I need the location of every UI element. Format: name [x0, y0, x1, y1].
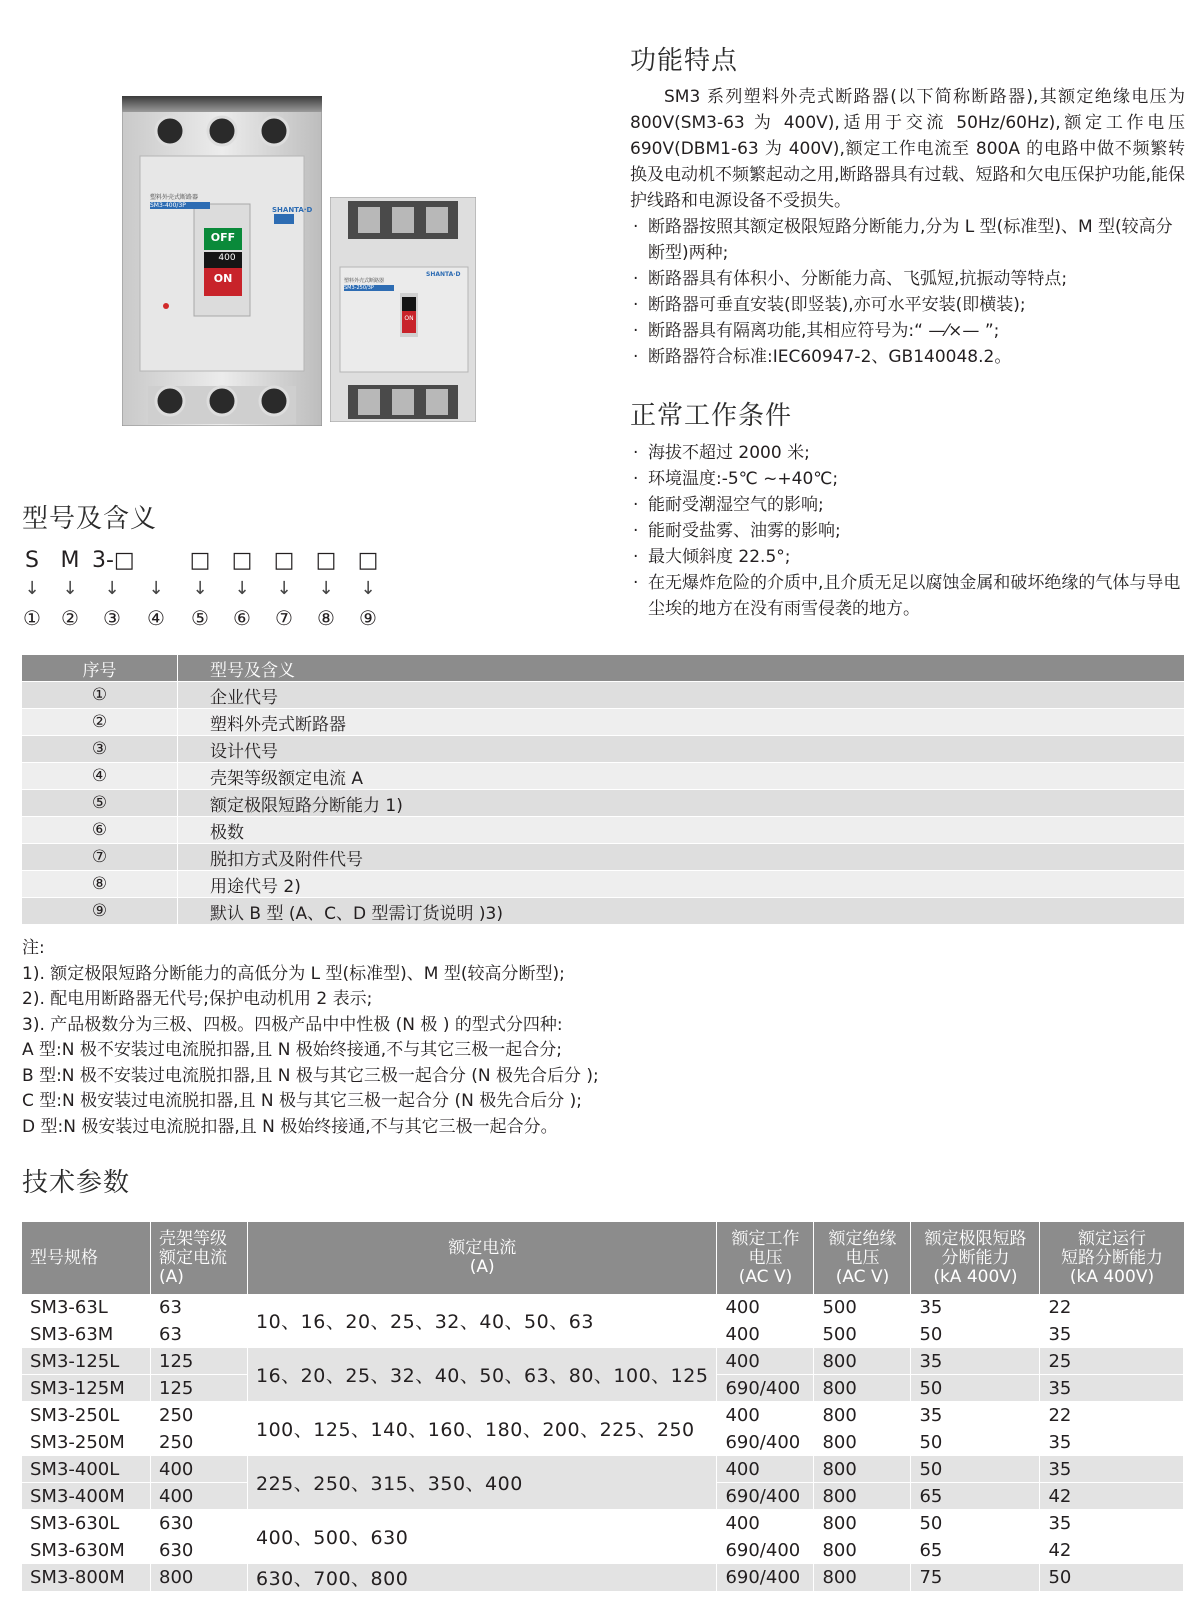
table-row [22, 898, 1184, 925]
row-meaning: 壳架等级额定电流 A [178, 763, 1185, 790]
tech-params-table [22, 1222, 1184, 1592]
features-paragraph: SM3 系列塑料外壳式断路器(以下简称断路器),其额定绝缘电压为 800V(SM3-63 为 400V),适用于交流 50Hz/60Hz),额定工作电压 690V(DBM1-63 为 400V),额定工作电流至 800A 的电路中做不频繁转换及电动机不频繁起动之用,断路器具有过载、短路和欠电压保护功能,能保护线路和电源设备不受损失。 [630, 87, 1185, 211]
conditions-bullet: · 最大倾斜度 22.5°; [630, 544, 1185, 570]
cell-service: 22 [1040, 1402, 1184, 1429]
cell-model: SM3-400M [22, 1483, 151, 1510]
header-line: (A) [159, 1266, 184, 1287]
cell-limit: 50 [911, 1429, 1040, 1456]
large-on-label: ON [213, 272, 233, 285]
cell-voltage: 690/400 [717, 1564, 814, 1592]
small-on-label: ON [404, 315, 414, 322]
table-row [22, 709, 1184, 736]
cell-limit: 35 [911, 1402, 1040, 1429]
header-line: 额定电流 [448, 1238, 517, 1258]
features-bullet-list [630, 214, 1185, 370]
row-index: ② [22, 709, 178, 736]
cell-insulation: 500 [814, 1294, 911, 1321]
header-current [248, 1222, 717, 1294]
table-row [22, 1510, 1184, 1537]
table-row [22, 1402, 1184, 1429]
cell-frame: 400 [151, 1456, 248, 1483]
cell-limit: 35 [911, 1294, 1040, 1321]
header-line: 壳架等级 [159, 1228, 227, 1249]
table-row [22, 1294, 1184, 1321]
cell-voltage: 400 [717, 1348, 814, 1375]
header-line: 额定绝缘 [828, 1228, 897, 1249]
header-index: 序号 [22, 655, 178, 682]
cell-voltage: 400 [717, 1321, 814, 1348]
code-char: S [25, 548, 39, 573]
cell-insulation: 800 [814, 1429, 911, 1456]
cell-limit: 65 [911, 1537, 1040, 1564]
note-line: 注: [22, 938, 45, 958]
cell-service: 42 [1040, 1483, 1184, 1510]
cell-service: 35 [1040, 1456, 1184, 1483]
row-meaning: 设计代号 [178, 736, 1185, 763]
code-number: ③ [103, 606, 121, 630]
header-line: (AC V) [738, 1266, 793, 1287]
conditions-bullet: · 能耐受盐雾、油雾的影响; [630, 518, 1185, 544]
table-row [22, 871, 1184, 898]
features-title: 功能特点 [630, 46, 739, 76]
header-line: 短路分断能力 [1060, 1247, 1163, 1268]
cell-voltage: 690/400 [717, 1429, 814, 1456]
arrow-down-icon: ↓ [24, 578, 40, 599]
cell-service: 22 [1040, 1294, 1184, 1321]
cell-voltage: 400 [717, 1294, 814, 1321]
cell-voltage: 690/400 [717, 1483, 814, 1510]
row-index: ④ [22, 763, 178, 790]
model-meaning-table [22, 655, 1184, 925]
cell-current: 16、20、25、32、40、50、63、80、100、125 [248, 1348, 717, 1402]
code-char: 3-□ [92, 548, 135, 573]
cell-frame: 630 [151, 1510, 248, 1537]
cell-frame: 400 [151, 1483, 248, 1510]
row-meaning: 默认 B 型 (A、C、D 型需订货说明 )3) [178, 898, 1185, 925]
cell-frame: 250 [151, 1429, 248, 1456]
table-row [22, 844, 1184, 871]
cell-service: 42 [1040, 1537, 1184, 1564]
features-bullet: · 断路器按照其额定极限短路分断能力,分为 L 型(标准型)、M 型(较高分断型)两种; [630, 214, 1185, 266]
cell-frame: 630 [151, 1537, 248, 1564]
arrow-down-icon: ↓ [192, 578, 208, 599]
cell-current: 100、125、140、160、180、200、225、250 [248, 1402, 717, 1456]
cell-service: 50 [1040, 1564, 1184, 1592]
cell-model: SM3-800M [22, 1564, 151, 1592]
header-limit [911, 1222, 1040, 1294]
cell-model: SM3-125M [22, 1375, 151, 1402]
table-row [22, 763, 1184, 790]
cell-limit: 50 [911, 1456, 1040, 1483]
large-current-label: 400 [218, 253, 236, 263]
cell-insulation: 800 [814, 1375, 911, 1402]
code-char: □ [231, 548, 253, 573]
cell-current: 630、700、800 [248, 1564, 717, 1592]
arrow-down-icon: ↓ [234, 578, 250, 599]
code-char: □ [273, 548, 295, 573]
table-row [22, 682, 1184, 709]
small-model: SM3-250/3P [344, 285, 394, 291]
cell-voltage: 400 [717, 1456, 814, 1483]
features-bullet: · 断路器符合标准:IEC60947-2、GB140048.2。 [630, 344, 1185, 370]
cell-model: SM3-250M [22, 1429, 151, 1456]
large-model: SM3-400/3P [150, 202, 210, 209]
row-meaning: 脱扣方式及附件代号 [178, 844, 1185, 871]
conditions-bullet: · 能耐受潮湿空气的影响; [630, 492, 1185, 518]
code-char: M [60, 548, 80, 573]
conditions-bullet-list [630, 440, 1185, 622]
cell-limit: 65 [911, 1483, 1040, 1510]
header-line: 额定电流 [159, 1247, 227, 1268]
table-row [22, 1456, 1184, 1483]
cell-service: 35 [1040, 1321, 1184, 1348]
cell-insulation: 800 [814, 1537, 911, 1564]
arrow-down-icon: ↓ [276, 578, 292, 599]
cell-current: 225、250、315、350、400 [248, 1456, 717, 1510]
arrow-down-icon: ↓ [360, 578, 376, 599]
product-photo-small [330, 197, 476, 422]
table-row [22, 1348, 1184, 1375]
cell-limit: 50 [911, 1510, 1040, 1537]
cell-insulation: 800 [814, 1564, 911, 1592]
cell-limit: 50 [911, 1375, 1040, 1402]
cell-limit: 50 [911, 1321, 1040, 1348]
cell-insulation: 500 [814, 1321, 911, 1348]
row-index: ③ [22, 736, 178, 763]
header-voltage [717, 1222, 814, 1294]
code-number: ① [23, 606, 41, 630]
cell-voltage: 400 [717, 1510, 814, 1537]
code-number: ⑥ [233, 606, 251, 630]
header-line: 额定极限短路 [924, 1228, 1027, 1249]
product-photo-large [122, 96, 322, 426]
features-bullet: · 断路器具有隔离功能,其相应符号为:“ —⁄×— ”; [630, 318, 1185, 344]
row-index: ① [22, 682, 178, 709]
table-header-row [22, 1222, 1184, 1294]
small-subtitle: 塑料外壳式断路器 [344, 278, 385, 284]
large-off-label: OFF [210, 231, 236, 244]
cell-service: 35 [1040, 1429, 1184, 1456]
table-row [22, 1564, 1184, 1592]
cell-frame: 63 [151, 1294, 248, 1321]
header-model-label: 型号规格 [30, 1247, 98, 1268]
model-meaning-title: 型号及含义 [22, 504, 158, 534]
arrow-down-icon: ↓ [62, 578, 78, 599]
small-brand: SHANTA·D [426, 271, 461, 278]
cell-frame: 125 [151, 1348, 248, 1375]
header-service [1040, 1222, 1184, 1294]
header-line: 额定运行 [1077, 1228, 1146, 1249]
cell-limit: 75 [911, 1564, 1040, 1592]
cell-current: 10、16、20、25、32、40、50、63 [248, 1294, 717, 1348]
header-model [22, 1222, 151, 1294]
cell-limit: 35 [911, 1348, 1040, 1375]
conditions-title: 正常工作条件 [630, 401, 793, 431]
row-index: ⑦ [22, 844, 178, 871]
cell-model: SM3-250L [22, 1402, 151, 1429]
cell-model: SM3-630L [22, 1510, 151, 1537]
cell-model: SM3-63L [22, 1294, 151, 1321]
note-line: B 型:N 极不安装过电流脱扣器,且 N 极与其它三极一起合分 (N 极先合后分 ); [22, 1065, 599, 1086]
header-line: 额定工作 [731, 1228, 800, 1249]
header-meaning: 型号及含义 [178, 655, 1185, 682]
note-line: D 型:N 极安装过电流脱扣器,且 N 极始终接通,不与其它三极一起合分。 [22, 1116, 558, 1137]
notes-block [22, 936, 599, 1140]
cell-insulation: 800 [814, 1456, 911, 1483]
features-bullet: · 断路器可垂直安装(即竖装),亦可水平安装(即横装); [630, 292, 1185, 318]
row-index: ⑥ [22, 817, 178, 844]
table-header-row [22, 655, 1184, 682]
header-line: (kA 400V) [933, 1266, 1018, 1287]
cell-insulation: 800 [814, 1402, 911, 1429]
cell-service: 35 [1040, 1510, 1184, 1537]
code-number: ④ [147, 606, 165, 630]
cell-frame: 250 [151, 1402, 248, 1429]
row-index: ⑤ [22, 790, 178, 817]
breaker-small-illustration [330, 197, 476, 422]
cell-frame: 63 [151, 1321, 248, 1348]
row-meaning: 塑料外壳式断路器 [178, 709, 1185, 736]
row-index: ⑧ [22, 871, 178, 898]
row-meaning: 额定极限短路分断能力 1) [178, 790, 1185, 817]
cell-voltage: 690/400 [717, 1537, 814, 1564]
note-line: 1). 额定极限短路分断能力的高低分为 L 型(标准型)、M 型(较高分断型); [22, 963, 565, 984]
header-line: 分断能力 [941, 1247, 1010, 1268]
features-bullet: · 断路器具有体积小、分断能力高、飞弧短,抗振动等特点; [630, 266, 1185, 292]
code-number: ② [61, 606, 79, 630]
conditions-bullet: · 环境温度:-5℃ ~+40℃; [630, 466, 1185, 492]
cell-service: 35 [1040, 1375, 1184, 1402]
cell-insulation: 800 [814, 1510, 911, 1537]
cell-insulation: 800 [814, 1348, 911, 1375]
cell-frame: 125 [151, 1375, 248, 1402]
table-row [22, 736, 1184, 763]
cell-insulation: 800 [814, 1483, 911, 1510]
arrow-down-icon: ↓ [148, 578, 164, 599]
large-subtitle: 塑料外壳式断路器 [150, 194, 199, 201]
header-frame [151, 1222, 248, 1294]
header-line: (AC V) [835, 1266, 890, 1287]
arrow-down-icon: ↓ [318, 578, 334, 599]
cell-model: SM3-63M [22, 1321, 151, 1348]
table-row [22, 790, 1184, 817]
conditions-bullet: · 在无爆炸危险的介质中,且介质无足以腐蚀金属和破坏绝缘的气体与导电尘埃的地方在没有雨雪侵袭的地方。 [630, 570, 1185, 622]
header-insulation [814, 1222, 911, 1294]
note-line: 2). 配电用断路器无代号;保护电动机用 2 表示; [22, 989, 373, 1009]
model-code-diagram [22, 548, 402, 638]
cell-model: SM3-400L [22, 1456, 151, 1483]
cell-voltage: 690/400 [717, 1375, 814, 1402]
tech-title: 技术参数 [22, 1168, 131, 1198]
conditions-bullet: · 海拔不超过 2000 米; [630, 440, 1185, 466]
header-line: (kA 400V) [1069, 1266, 1155, 1287]
note-line: 3). 产品极数分为三极、四极。四极产品中中性极 (N 极 ) 的型式分四种: [22, 1014, 563, 1035]
code-char: □ [357, 548, 379, 573]
cell-service: 25 [1040, 1348, 1184, 1375]
header-line: 电压 [845, 1247, 880, 1268]
code-number: ⑧ [317, 606, 335, 630]
cell-voltage: 400 [717, 1402, 814, 1429]
code-number: ⑦ [275, 606, 293, 630]
row-meaning: 极数 [178, 817, 1185, 844]
large-brand: SHANTA·D [272, 206, 313, 214]
header-line: 电压 [748, 1247, 783, 1268]
row-index: ⑨ [22, 898, 178, 925]
cell-model: SM3-125L [22, 1348, 151, 1375]
cell-model: SM3-630M [22, 1537, 151, 1564]
code-char: □ [189, 548, 211, 573]
code-number: ⑤ [191, 606, 209, 630]
cell-current: 400、500、630 [248, 1510, 717, 1564]
code-char: □ [315, 548, 337, 573]
row-meaning: 企业代号 [178, 682, 1185, 709]
arrow-down-icon: ↓ [104, 578, 120, 599]
note-line: A 型:N 极不安装过电流脱扣器,且 N 极始终接通,不与其它三极一起合分; [22, 1040, 562, 1060]
row-meaning: 用途代号 2) [178, 871, 1185, 898]
table-row [22, 817, 1184, 844]
code-number: ⑨ [359, 606, 377, 630]
header-line: (A) [469, 1257, 495, 1277]
cell-frame: 800 [151, 1564, 248, 1592]
note-line: C 型:N 极安装过电流脱扣器,且 N 极与其它三极一起合分 (N 极先合后分 ); [22, 1091, 582, 1111]
